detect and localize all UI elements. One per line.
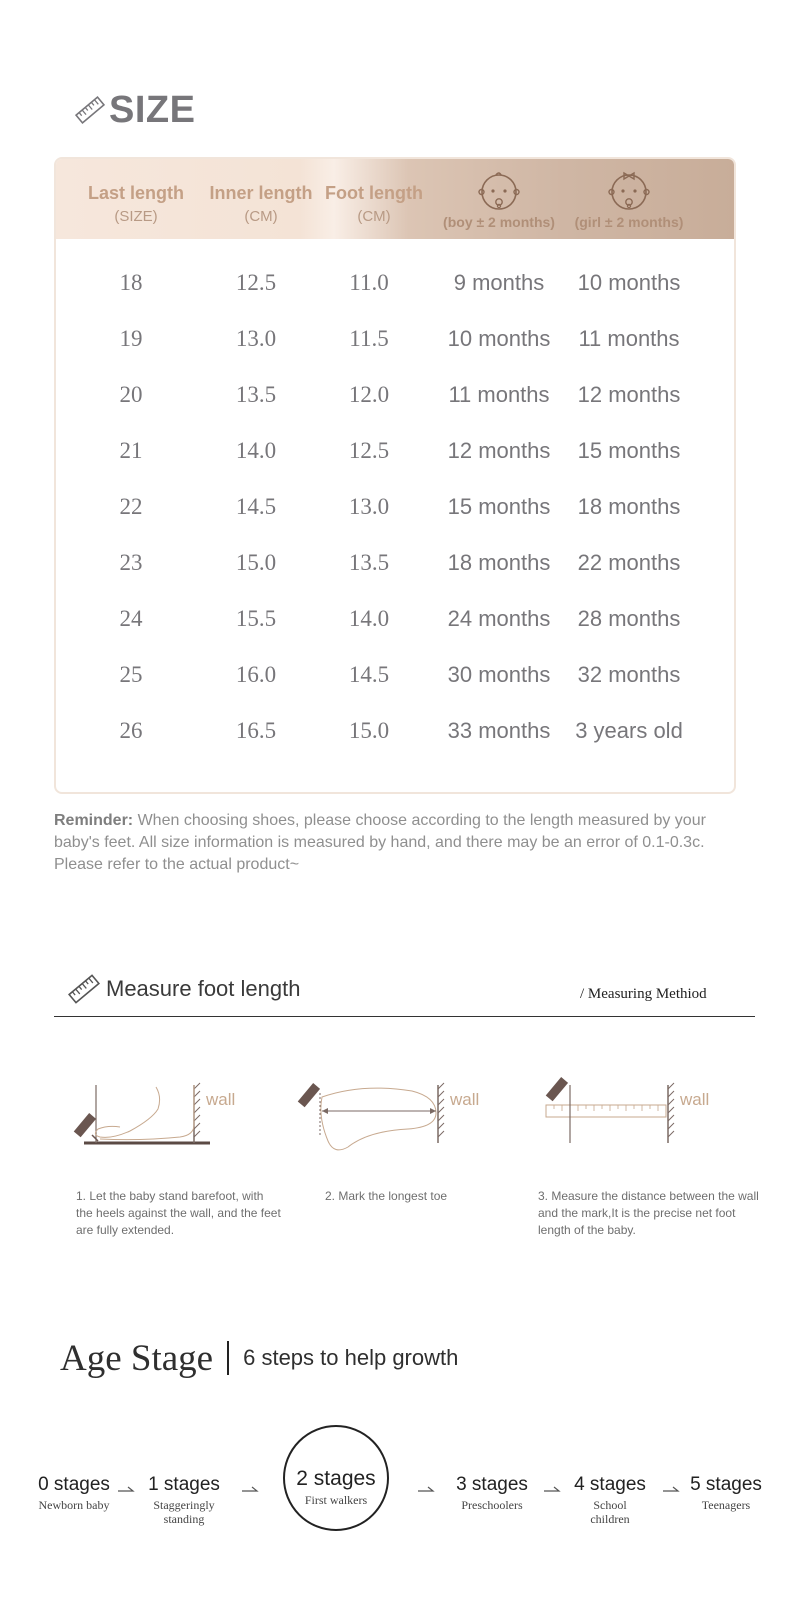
cell-size: 26 — [119, 718, 143, 743]
stage-0-name: 0 stages — [38, 1474, 110, 1495]
age-stage-title — [60, 1334, 458, 1382]
cell-foot-length: 15.0 — [348, 718, 390, 743]
stage-1 — [134, 1474, 234, 1526]
cell-inner-length: 13.0 — [235, 326, 277, 351]
measure-title — [68, 971, 300, 1007]
cell-boy-age: 11 months — [448, 382, 550, 407]
header-boy — [434, 159, 564, 239]
cell-girl-age: 32 months — [577, 662, 681, 687]
cell-boy-age: 15 months — [447, 494, 551, 519]
cell-girl-age: 22 months — [577, 550, 681, 575]
arrow-icon — [417, 1484, 435, 1494]
cell-boy-age: 18 months — [447, 550, 551, 575]
age-stage-heading: Age Stage — [60, 1337, 214, 1379]
table-row — [56, 367, 734, 423]
stage-2-desc: First walkers — [304, 1493, 368, 1507]
step-1-illustration — [70, 1075, 260, 1165]
cell-foot-length: 13.0 — [348, 494, 390, 519]
table-row — [56, 479, 734, 535]
header-foot-length-title: Foot length — [325, 183, 423, 203]
step-2-text: 2. Mark the longest toe — [325, 1189, 448, 1203]
header-inner-length-title: Inner length — [209, 183, 313, 203]
cell-girl-age: 15 months — [577, 438, 681, 463]
stage-5-name: 5 stages — [690, 1474, 762, 1495]
cell-inner-length: 14.0 — [235, 438, 277, 463]
cell-inner-length: 14.5 — [235, 494, 277, 519]
header-girl-label: (girl ± 2 months) — [574, 214, 684, 230]
cell-inner-length: 16.5 — [235, 718, 277, 743]
table-row — [56, 255, 734, 311]
cell-boy-age: 12 months — [447, 438, 551, 463]
cell-size: 22 — [119, 494, 143, 519]
cell-boy-age: 24 months — [447, 606, 551, 631]
cell-size: 19 — [119, 326, 143, 351]
cell-girl-age: 3 years old — [575, 718, 683, 743]
stage-3-name: 3 stages — [456, 1474, 528, 1495]
stage-3-desc: Preschoolers — [461, 1498, 523, 1512]
cell-boy-age: 9 months — [453, 270, 545, 295]
cell-girl-age: 12 months — [577, 382, 681, 407]
table-row — [56, 647, 734, 703]
divider — [54, 1016, 755, 1017]
header-inner-length — [198, 159, 324, 239]
cell-inner-length: 16.0 — [235, 662, 277, 687]
cell-foot-length: 13.5 — [348, 550, 390, 575]
cell-size: 21 — [119, 438, 143, 463]
stage-3 — [442, 1474, 542, 1512]
cell-foot-length: 12.0 — [348, 382, 390, 407]
cell-foot-length: 11.5 — [349, 326, 389, 351]
baby-boy-icon — [476, 167, 522, 213]
table-row — [56, 311, 734, 367]
reminder-body: When choosing shoes, please choose according to the length measured by your baby's feet. All size information is measured by hand, and there may be an error of 0.1-0.3c. Please refer to the actual product~ — [54, 812, 706, 873]
header-foot-length — [314, 159, 434, 239]
size-title — [75, 88, 195, 132]
title-separator — [227, 1341, 229, 1375]
arrow-icon — [117, 1484, 135, 1494]
size-table-header — [56, 159, 734, 239]
header-foot-length-unit: (CM) — [357, 208, 391, 225]
cell-girl-age: 28 months — [577, 606, 681, 631]
cell-size: 25 — [119, 662, 143, 687]
arrow-icon — [543, 1484, 561, 1494]
baby-girl-icon — [606, 167, 652, 213]
stage-5-desc: Teenagers — [701, 1498, 751, 1512]
stage-5 — [676, 1474, 776, 1512]
cell-boy-age: 30 months — [447, 662, 551, 687]
cell-inner-length: 15.0 — [235, 550, 277, 575]
stage-1-name: 1 stages — [148, 1474, 220, 1495]
step-3-illustration — [542, 1075, 742, 1165]
cell-foot-length: 11.0 — [349, 270, 389, 295]
cell-size: 18 — [119, 270, 143, 295]
wall-label: wall — [680, 1090, 710, 1109]
arrow-icon — [662, 1484, 680, 1494]
stage-0 — [24, 1474, 124, 1512]
cell-foot-length: 14.5 — [348, 662, 390, 687]
cell-girl-age: 10 months — [577, 270, 681, 295]
header-boy-label: (boy ± 2 months) — [443, 214, 555, 230]
table-row — [56, 535, 734, 591]
table-row — [56, 703, 734, 759]
wall-label: wall — [206, 1090, 236, 1109]
header-last-length-unit: (SIZE) — [114, 208, 158, 225]
header-inner-length-unit: (CM) — [244, 208, 278, 225]
age-stage-subtitle: 6 steps to help growth — [243, 1345, 459, 1370]
ruler-icon — [75, 95, 105, 125]
reminder-label: Reminder: — [54, 812, 134, 829]
cell-size: 24 — [119, 606, 143, 631]
step-1-text: 1. Let the baby stand barefoot, with the heels against the wall, and the feet are fully extended. — [76, 1189, 281, 1237]
stage-0-desc: Newborn baby — [38, 1498, 110, 1512]
arrow-icon — [241, 1484, 259, 1494]
table-row — [56, 423, 734, 479]
cell-girl-age: 11 months — [578, 326, 680, 351]
cell-boy-age: 10 months — [447, 326, 551, 351]
cell-foot-length: 12.5 — [348, 438, 390, 463]
cell-inner-length: 13.5 — [235, 382, 277, 407]
stage-2 — [283, 1467, 389, 1507]
size-heading: SIZE — [109, 88, 196, 131]
header-last-length-title: Last length — [87, 183, 184, 203]
wall-label: wall — [450, 1090, 480, 1109]
cell-girl-age: 18 months — [577, 494, 681, 519]
step-3-text: 3. Measure the distance between the wall and the mark,It is the precise net foot length of the baby. — [538, 1189, 759, 1237]
step-2-illustration — [296, 1075, 496, 1165]
cell-boy-age: 33 months — [447, 718, 551, 743]
header-girl — [564, 159, 694, 239]
cell-inner-length: 15.5 — [235, 606, 277, 631]
header-last-length — [78, 159, 194, 239]
measure-subtitle: / Measuring Methiod — [580, 986, 707, 1002]
cell-foot-length: 14.0 — [348, 606, 390, 631]
stage-1-desc: Staggeringly standing — [153, 1498, 215, 1526]
stage-4-desc: School children — [590, 1498, 630, 1526]
ruler-icon — [68, 973, 100, 1005]
size-table — [54, 157, 736, 794]
stage-4 — [560, 1474, 660, 1526]
cell-inner-length: 12.5 — [235, 270, 277, 295]
table-row — [56, 591, 734, 647]
reminder-text — [54, 810, 744, 876]
cell-size: 23 — [119, 550, 143, 575]
measure-heading: Measure foot length — [106, 976, 301, 1001]
stage-2-name: 2 stages — [296, 1467, 376, 1490]
cell-size: 20 — [119, 382, 143, 407]
stage-4-name: 4 stages — [574, 1474, 646, 1495]
